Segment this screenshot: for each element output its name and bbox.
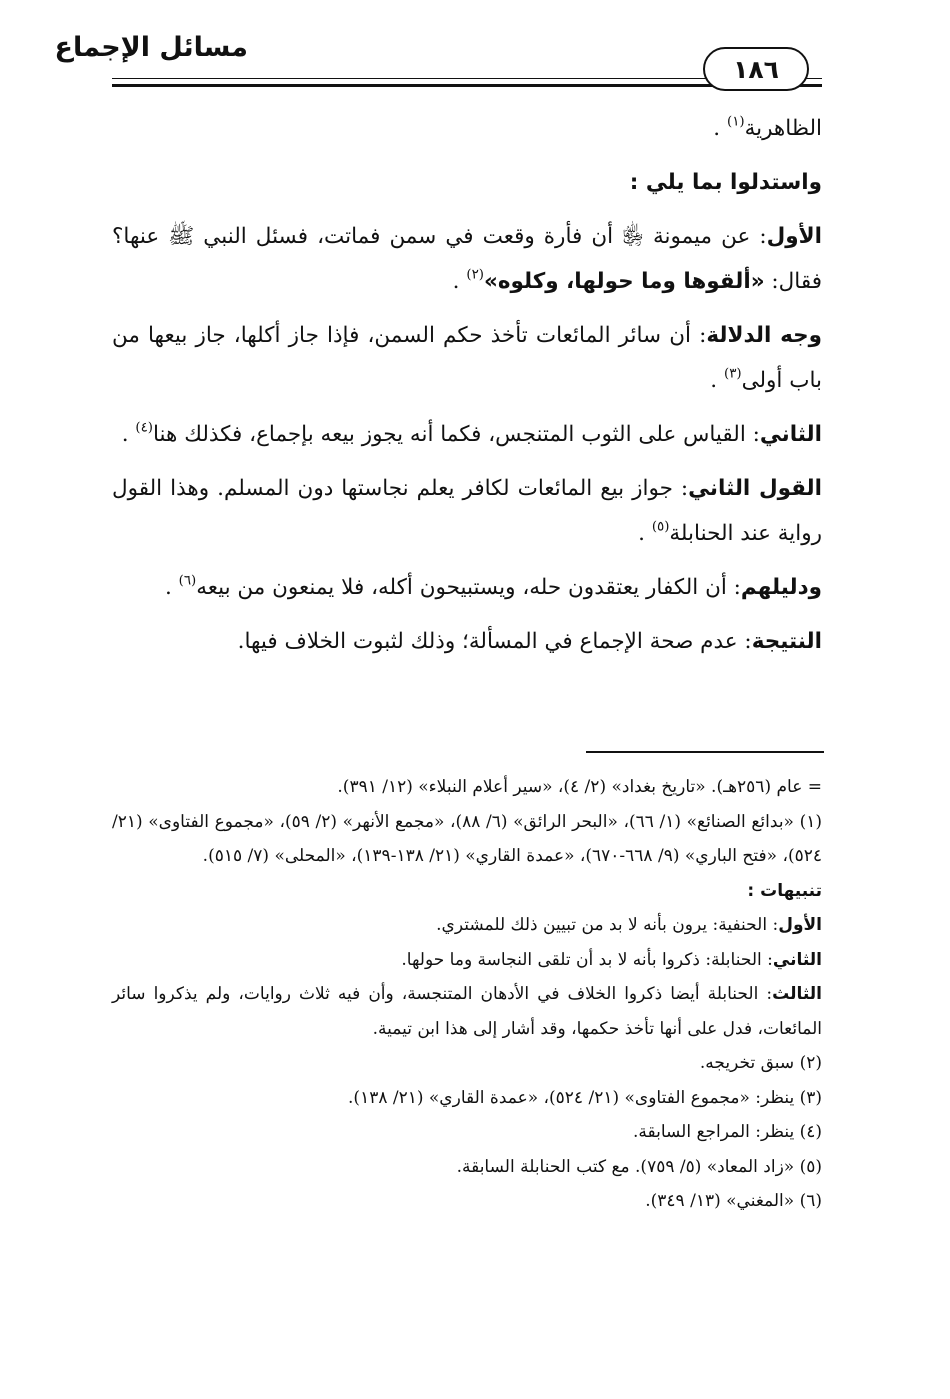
paragraph-text: : أن الكفار يعتقدون حله، ويستبيحون أكله، فلا يمنعون من بيعه — [196, 575, 741, 600]
footnote-6: (٦) «المغني» (١٣/ ٣٤٩). — [645, 1191, 822, 1211]
paragraph — [112, 412, 822, 457]
note-item — [112, 977, 822, 1046]
paragraph-text: : أن سائر المائعات تأخذ حكم السمن، فإذا جاز أكلها، جاز بيعها من باب أولى — [112, 323, 822, 393]
footnote-5: (٥) «زاد المعاد» (٥/ ٧٥٩). مع كتب الحنابلة السابقة. — [456, 1156, 822, 1177]
paragraph-label: النتيجة — [751, 629, 822, 654]
footnote-ref[interactable]: (١) — [726, 114, 745, 130]
footnote-ref[interactable]: (٤) — [135, 420, 153, 436]
note-label: الثاني — [772, 949, 822, 970]
footnote-ref[interactable]: (٦) — [178, 573, 197, 589]
paragraph — [112, 565, 822, 610]
running-title: مسائل الإجماع — [54, 32, 248, 63]
paragraph-end: . — [452, 269, 460, 294]
note-item — [112, 908, 822, 943]
note-label: الثالث — [772, 984, 822, 1004]
paragraph-label: وجه الدلالة — [706, 323, 823, 348]
paragraph-text: : عدم صحة الإجماع في المسألة؛ وذلك لثبوت الخلاف فيها. — [237, 629, 752, 654]
footnote-ref[interactable]: (٢) — [466, 267, 484, 283]
note-text: : الحنابلة: ذكروا بأنه لا بد أن تلقى النجاسة وما حولها. — [401, 949, 773, 970]
paragraph — [112, 466, 822, 556]
paragraph-end: . — [121, 422, 129, 447]
paragraph — [112, 214, 822, 304]
footnote-continuation: = عام (٢٥٦هـ). «تاريخ بغداد» (٢/ ٤)، «سير أعلام النبلاء» (١٢/ ٣٩١). — [337, 777, 822, 797]
footnote-ref[interactable]: (٥) — [651, 519, 670, 535]
notes-heading — [112, 874, 822, 909]
footnotes — [112, 770, 822, 1219]
paragraph-text: الظاهرية — [744, 116, 822, 141]
paragraph-end: . — [710, 368, 718, 393]
paragraph-label: الأول — [766, 224, 822, 249]
note-label: الأول — [778, 915, 822, 935]
paragraph-label: ودليلهم — [740, 575, 822, 600]
note-item — [112, 943, 822, 978]
paragraph-label: القول الثاني — [688, 476, 822, 501]
paragraph-label: الثاني — [759, 422, 822, 447]
note-text: : الحنابلة أيضا ذكروا الخلاف في الأدهان المتنجسة، وأن فيه ثلاث روايات، ولم يذكروا سائر المائعات، فدل على أنها تأخذ حكمها، وقد أشار إلى هذا ابن تيمية. — [112, 984, 822, 1039]
main-text — [112, 106, 822, 673]
hadith-quote: «ألقوها وما حولها، وكلوه» — [483, 269, 765, 294]
footnote-ref[interactable]: (٣) — [723, 366, 742, 382]
note-text: : الحنفية: يرون بأنه لا بد من تبيين ذلك للمشتري. — [436, 915, 779, 935]
page-number: ١٨٦ — [703, 47, 809, 91]
paragraph — [112, 619, 822, 664]
paragraph — [112, 313, 822, 403]
paragraph — [112, 106, 822, 151]
paragraph-text: : القياس على الثوب المتنجس، فكما أنه يجوز بيعه بإجماع، فكذلك هنا — [152, 422, 760, 447]
paragraph-end: . — [713, 116, 721, 141]
notes-heading-text: تنبيهات : — [747, 880, 822, 901]
footnote-2: (٢) سبق تخريجه. — [699, 1053, 822, 1073]
paragraph-text: : جواز بيع المائعات لكافر يعلم نجاستها دون المسلم. وهذا القول رواية عند الحنابلة — [112, 476, 822, 546]
section-lead: واستدلوا بما يلي : — [629, 170, 822, 195]
footnote-1: (١) «بدائع الصنائع» (١/ ٦٦)، «البحر الرائق» (٦/ ٨٨)، «مجمع الأنهر» (٢/ ٥٩)، «مجموع الفتاوى» (٢١/ ٥٢٤)، «فتح الباري» (٩/ ٦٦٨-٦٧٠)، «عمدة القاري» (٢١/ ١٣٨-١٣٩)، «المحلى» (٧/ ٥١٥). — [112, 811, 822, 866]
footnote-separator — [586, 751, 824, 753]
footnote-4: (٤) ينظر: المراجع السابقة. — [632, 1122, 822, 1142]
paragraph-end: . — [164, 575, 172, 600]
paragraph-end: . — [638, 521, 645, 546]
paragraph-text: : عن ميمونة ﵂ أن فأرة وقعت في سمن فماتت، فسئل النبي ﷺ عنها؟ فقال: — [112, 224, 822, 294]
footnote-3: (٣) ينظر: «مجموع الفتاوى» (٢١/ ٥٢٤)، «عمدة القاري» (٢١/ ١٣٨). — [348, 1087, 822, 1108]
paragraph — [112, 160, 822, 205]
